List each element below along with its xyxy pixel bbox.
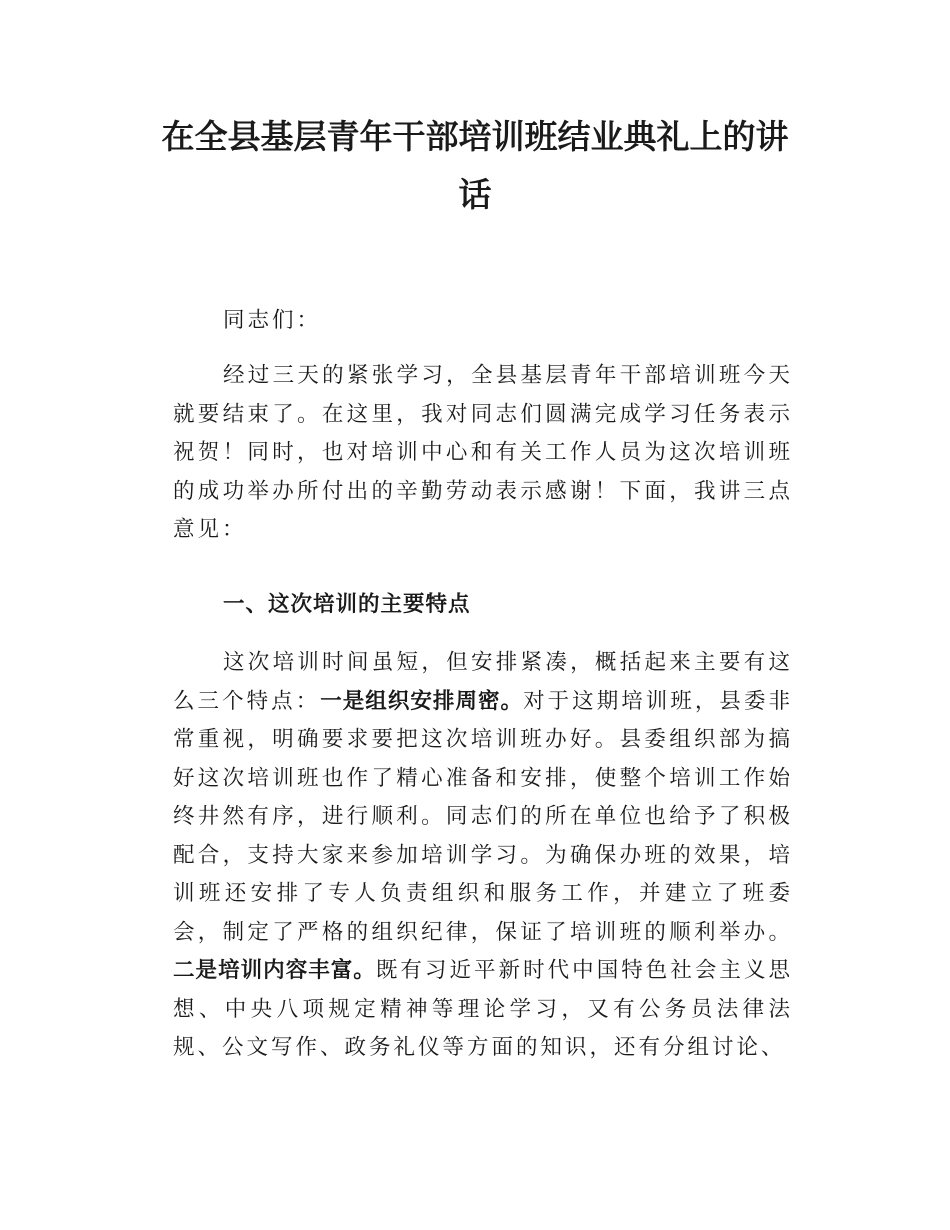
point-2-label: 二是培训内容丰富。 — [173, 958, 376, 983]
salutation: 同志们： — [223, 308, 322, 333]
point-2-text: 既有习近平新时代中国特色社会主义思想、中央八项规定精神等理论学习，又有公务员法律法规、公文写作、政务礼仪等方面的知识，还有分组讨论、 — [173, 958, 793, 1060]
section-1-paragraph — [173, 644, 793, 1068]
paragraph-intro: 这次培训时间虽短，但安排紧凑，概括起来主要有这么三个特点： — [173, 650, 793, 714]
section-heading-1: 一、这次培训的主要特点 — [223, 592, 471, 617]
point-1-label: 一是组织安排周密。 — [320, 688, 524, 714]
point-1-text: 对于这期培训班，县委非常重视，明确要求要把这次培训班办好。县委组织部为搞好这次培训班也作了精心准备和安排，使整个培训工作始终井然有序，进行顺利。同志们的所在单位也给予了积极配合，支持大家来参加培训学习。为确保办班的效果，培训班还安排了专人负责组织和服务工作，并建立了班委会，制定了严格的组织纪律，保证了培训班的顺利举办。 — [173, 688, 793, 945]
opening-paragraph: 经过三天的紧张学习，全县基层青年干部培训班今天就要结束了。在这里，我对同志们圆满完成学习任务表示祝贺！同时，也对培训中心和有关工作人员为这次培训班的成功举办所付出的辛勤劳动表示感谢！下面，我讲三点意见： — [173, 363, 793, 542]
document-title: 在全县基层青年干部培训班结业典礼上的讲话 — [161, 117, 789, 214]
